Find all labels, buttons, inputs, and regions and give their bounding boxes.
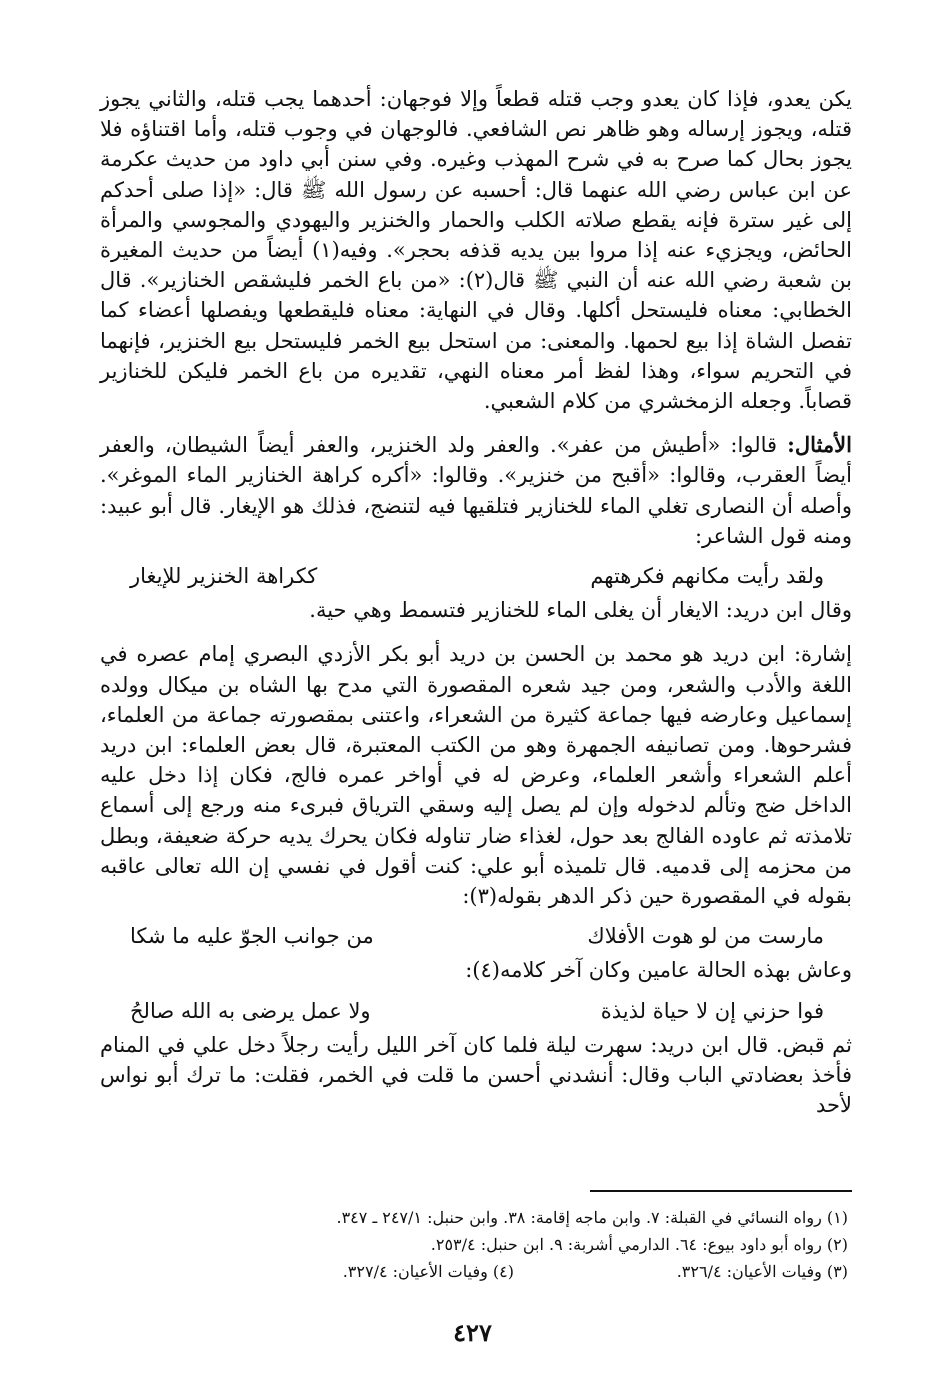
verse-first-hemistich: ولقد رأيت مكانهم فكرهتهم <box>590 564 824 589</box>
page-number: ٤٢٧ <box>453 1318 492 1347</box>
proverbs-heading: الأمثال: <box>787 432 852 458</box>
footnote-2: (٢) رواه أبو داود بيوع: ٦٤. الدارمي أشربة: ٩. ابن حنبل: ٢٥٣/٤. <box>430 1235 848 1254</box>
paragraph-last-words-intro: وعاش بهذه الحالة عامين وكان آخر كلامه(٤): <box>465 958 852 983</box>
footnotes <box>100 1204 852 1285</box>
verse-second-hemistich: من جوانب الجوّ عليه ما شكا <box>130 924 374 949</box>
footnote-row <box>100 1258 852 1285</box>
proverbs-text: قالوا: «أطيش من عفر». والعفر ولد الخنزير، والعفر أيضاً الشيطان، والعفر أيضاً العقرب، وقالوا: «أقبح من خنزير». وقالوا: «أكره كراهة الخنازير الماء الموغر». وأصله أن النصارى تغلي الماء للخنازير فتلقيها فيه لتنضج، فذلك هو الإيغار. قال أبو عبيد: ومنه قول الشاعر: <box>100 433 852 548</box>
footnote-divider <box>590 1190 852 1192</box>
verse-second-hemistich: ككراهة الخنزير للإيغار <box>130 564 318 589</box>
verse-first-hemistich: مارست من لو هوت الأفلاك <box>587 924 824 949</box>
paragraph-pig-rulings: يكن يعدو، فإذا كان يعدو وجب قتله قطعاً وإلا فوجهان: أحدهما يجب قتله، والثاني يجوز قتله، ويجوز إرساله وهو ظاهر نص الشافعي. فالوجهان في وجوب قتله، وأما اقتناؤه فلا يجوز بحال كما صرح به في شرح المهذب وغيره. وفي سنن أبي داود من حديث عكرمة عن ابن عباس رضي الله عنهما قال: أحسبه عن رسول الله ﷺ قال: «إذا صلى أحدكم إلى غير سترة فإنه يقطع صلاته الكلب والحمار والخنزير واليهودي والمجوسي والمرأة الحائض، ويجزيء عنه إذا مروا بين يديه قذفه بحجر». وفيه(١) أيضاً من حديث المغيرة بن شعبة رضي الله عنه أن النبي ﷺ قال(٢): «من باع الخمر فليشقص الخنازير». قال الخطابي: معناه فليستحل أكلها. وقال في النهاية: معناه فليقطعها ويفصلها أعضاء كما تفصل الشاة إذا بيع لحمها. والمعنى: من استحل بيع الخمر فليستحل بيع الخنزير، فإنهما في التحريم سواء، وهذا لفظ أمر معناه النهي، تقديره من باع الخمر فليكن للخنازير قصاباً. وجعله الزمخشري من كلام الشعبي. <box>100 87 852 414</box>
paragraph-ishara: إشارة: ابن دريد هو محمد بن الحسن بن دريد أبو بكر الأزدي البصري إمام عصره في اللغة والأدب والشعر، ومن جيد شعره المقصورة التي مدح بها الشاه بن ميكال وولده إسماعيل وعارضه فيها جماعة كثيرة من الشعراء، واعتنى بمقصورته جماعة من العلماء، فشرحوها. ومن تصانيفه الجمهرة وهو من الكتب المعتبرة، قال بعض العلماء: ابن دريد أعلم الشعراء وأشعر العلماء، وعرض له في أواخر عمره فالج، فكان إذا دخل عليه الداخل ضج وتألم لدخوله وإن لم يصل إليه وسقي الترياق فبرىء منه ورجع إلى أسماع تلامذته ثم عاوده الفالج بعد حول، لغذاء ضار تناوله فكان يحرك يديه حركة ضعيفة، وبطل من محزمه إلى قدميه. قال تلميذه أبو علي: كنت أقول في نفسي إن الله تعالى عاقبه بقوله في المقصورة حين ذكر الدهر بقوله(٣): <box>100 642 852 909</box>
paragraph-ibn-durayd-note: وقال ابن دريد: الايغار أن يغلى الماء للخنازير فتسمط وهي حية. <box>309 598 852 623</box>
paragraph-dream-story: ثم قبض. قال ابن دريد: سهرت ليلة فلما كان آخر الليل رأيت رجلاً دخل علي في المنام فأخذ بعضادتي الباب وقال: أنشدني أحسن ما قلت في الخمر، فقلت: ما ترك أبو نواس لأحد <box>100 1032 852 1118</box>
footnote-3: (٣) وفيات الأعيان: ٣٢٦/٤. <box>676 1262 848 1281</box>
verse-line <box>100 561 852 591</box>
verse-first-hemistich: فوا حزني إن لا حياة لذيذة <box>600 998 824 1023</box>
verse-line <box>100 921 852 951</box>
paragraph-proverbs <box>100 430 852 551</box>
footnote-4: (٤) وفيات الأعيان: ٣٢٧/٤. <box>342 1262 514 1281</box>
verse-line <box>100 996 852 1026</box>
footnote-1: (١) رواه النسائي في القبلة: ٧. وابن ماجه إقامة: ٣٨. وابن حنبل: ٢٤٧/١ ـ ٣٤٧. <box>336 1208 848 1227</box>
verse-second-hemistich: ولا عمل يرضى به الله صالحُ <box>130 998 371 1023</box>
main-text <box>100 84 852 1121</box>
